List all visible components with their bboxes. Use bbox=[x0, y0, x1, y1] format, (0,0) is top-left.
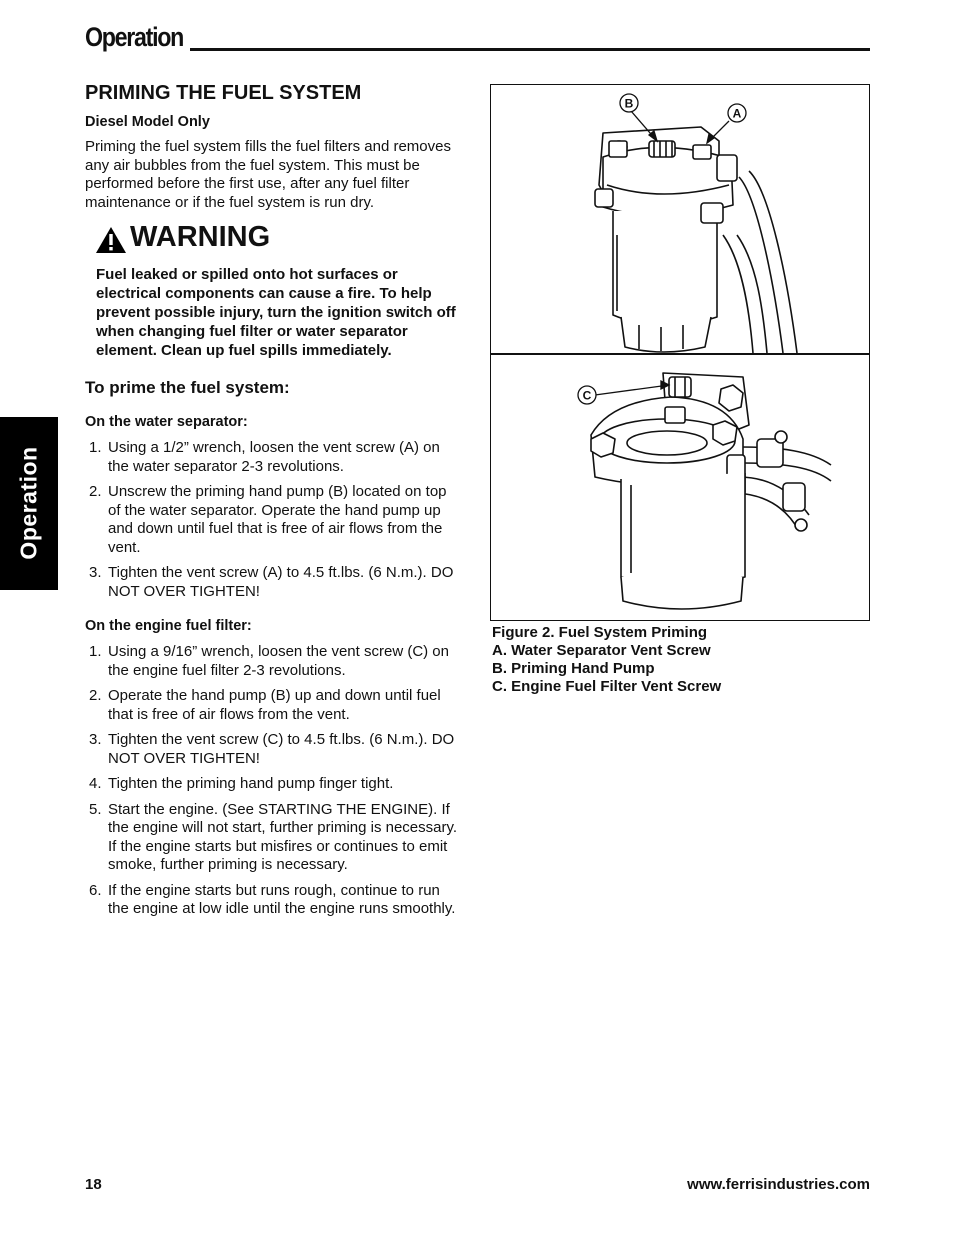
page-number: 18 bbox=[85, 1176, 102, 1193]
warning-body: Fuel leaked or spilled onto hot surfaces or electrical components can cause a fire. To help prevent possible injury, turn the ignition switch off when changing fuel filter or water separator element. Clean up fuel spills immediately. bbox=[96, 266, 456, 359]
list-item bbox=[85, 483, 463, 557]
callout-b: B bbox=[624, 96, 634, 111]
step-text: Using a 1/2” wrench, loosen the vent screw (A) on the water separator 2-3 revolutions. bbox=[108, 439, 440, 475]
engine-filter-heading: On the engine fuel filter: bbox=[85, 618, 252, 634]
list-item bbox=[85, 801, 463, 875]
list-item bbox=[85, 882, 463, 919]
step-text: Using a 9/16” wrench, loosen the vent screw (C) on the engine fuel filter 2-3 revolutions. bbox=[108, 643, 449, 679]
list-item bbox=[85, 687, 463, 724]
engine-fuel-filter-illustration bbox=[491, 355, 869, 621]
header-rule bbox=[190, 48, 870, 51]
figure-legend-b: B. Priming Hand Pump bbox=[492, 660, 655, 677]
warning-triangle-icon bbox=[95, 226, 127, 254]
step-text: Tighten the vent screw (C) to 4.5 ft.lbs. (6 N.m.). DO NOT OVER TIGHTEN! bbox=[108, 731, 455, 767]
step-text: Tighten the priming hand pump finger tight. bbox=[108, 775, 394, 792]
step-number: 4. bbox=[89, 775, 102, 792]
fuel-system-figure bbox=[490, 84, 870, 621]
step-number: 2. bbox=[89, 687, 102, 704]
list-item bbox=[85, 643, 463, 680]
figure-legend-c: C. Engine Fuel Filter Vent Screw bbox=[492, 678, 722, 695]
prime-heading: To prime the fuel system: bbox=[85, 378, 290, 397]
list-item bbox=[85, 439, 463, 476]
water-separator-heading: On the water separator: bbox=[85, 414, 248, 430]
intro-paragraph: Priming the fuel system fills the fuel filters and removes any air bubbles from the fuel system. This must be performed before the first use, after any fuel filter maintenance or if the fuel system is run dry. bbox=[85, 138, 451, 211]
engine-filter-steps bbox=[85, 643, 463, 926]
water-separator-steps bbox=[85, 439, 463, 608]
step-text: Tighten the vent screw (A) to 4.5 ft.lbs. (6 N.m.). DO NOT OVER TIGHTEN! bbox=[108, 564, 454, 600]
step-number: 1. bbox=[89, 439, 102, 456]
step-number: 5. bbox=[89, 800, 102, 818]
step-number: 3. bbox=[89, 564, 102, 581]
list-item bbox=[85, 775, 463, 794]
water-separator-illustration bbox=[491, 85, 869, 353]
list-item bbox=[85, 564, 463, 601]
footer-url: www.ferrisindustries.com bbox=[687, 1176, 870, 1193]
callout-c: C bbox=[582, 388, 592, 403]
step-text: If the engine starts but runs rough, continue to run the engine at low idle until the engine runs smoothly. bbox=[108, 881, 456, 917]
step-text: Operate the hand pump (B) up and down until fuel that is free of air flows from the vent. bbox=[108, 687, 441, 723]
section-title: PRIMING THE FUEL SYSTEM bbox=[85, 82, 362, 104]
page-header-title: Operation bbox=[85, 22, 184, 52]
step-text: Unscrew the priming hand pump (B) located on top of the water separator. Operate the hand pump up and down until fuel that is free of air flows from the vent. bbox=[108, 483, 447, 556]
step-number: 6. bbox=[89, 881, 102, 899]
step-number: 1. bbox=[89, 643, 102, 660]
step-number: 2. bbox=[89, 483, 102, 500]
warning-title: WARNING bbox=[130, 221, 271, 253]
step-text: Start the engine. (See STARTING THE ENGINE). If the engine will not start, further priming is necessary. If the engine starts but misfires or continues to emit smoke, further priming is necessary. bbox=[108, 800, 458, 873]
list-item bbox=[85, 731, 463, 768]
side-tab-label: Operation bbox=[15, 446, 42, 560]
figure-legend-a: A. Water Separator Vent Screw bbox=[492, 642, 711, 659]
figure-caption: Figure 2. Fuel System Priming bbox=[492, 624, 708, 641]
step-number: 3. bbox=[89, 731, 102, 748]
side-tab bbox=[0, 417, 58, 590]
warning-header bbox=[95, 222, 465, 258]
callout-a: A bbox=[732, 106, 742, 121]
section-subtitle: Diesel Model Only bbox=[85, 114, 210, 130]
